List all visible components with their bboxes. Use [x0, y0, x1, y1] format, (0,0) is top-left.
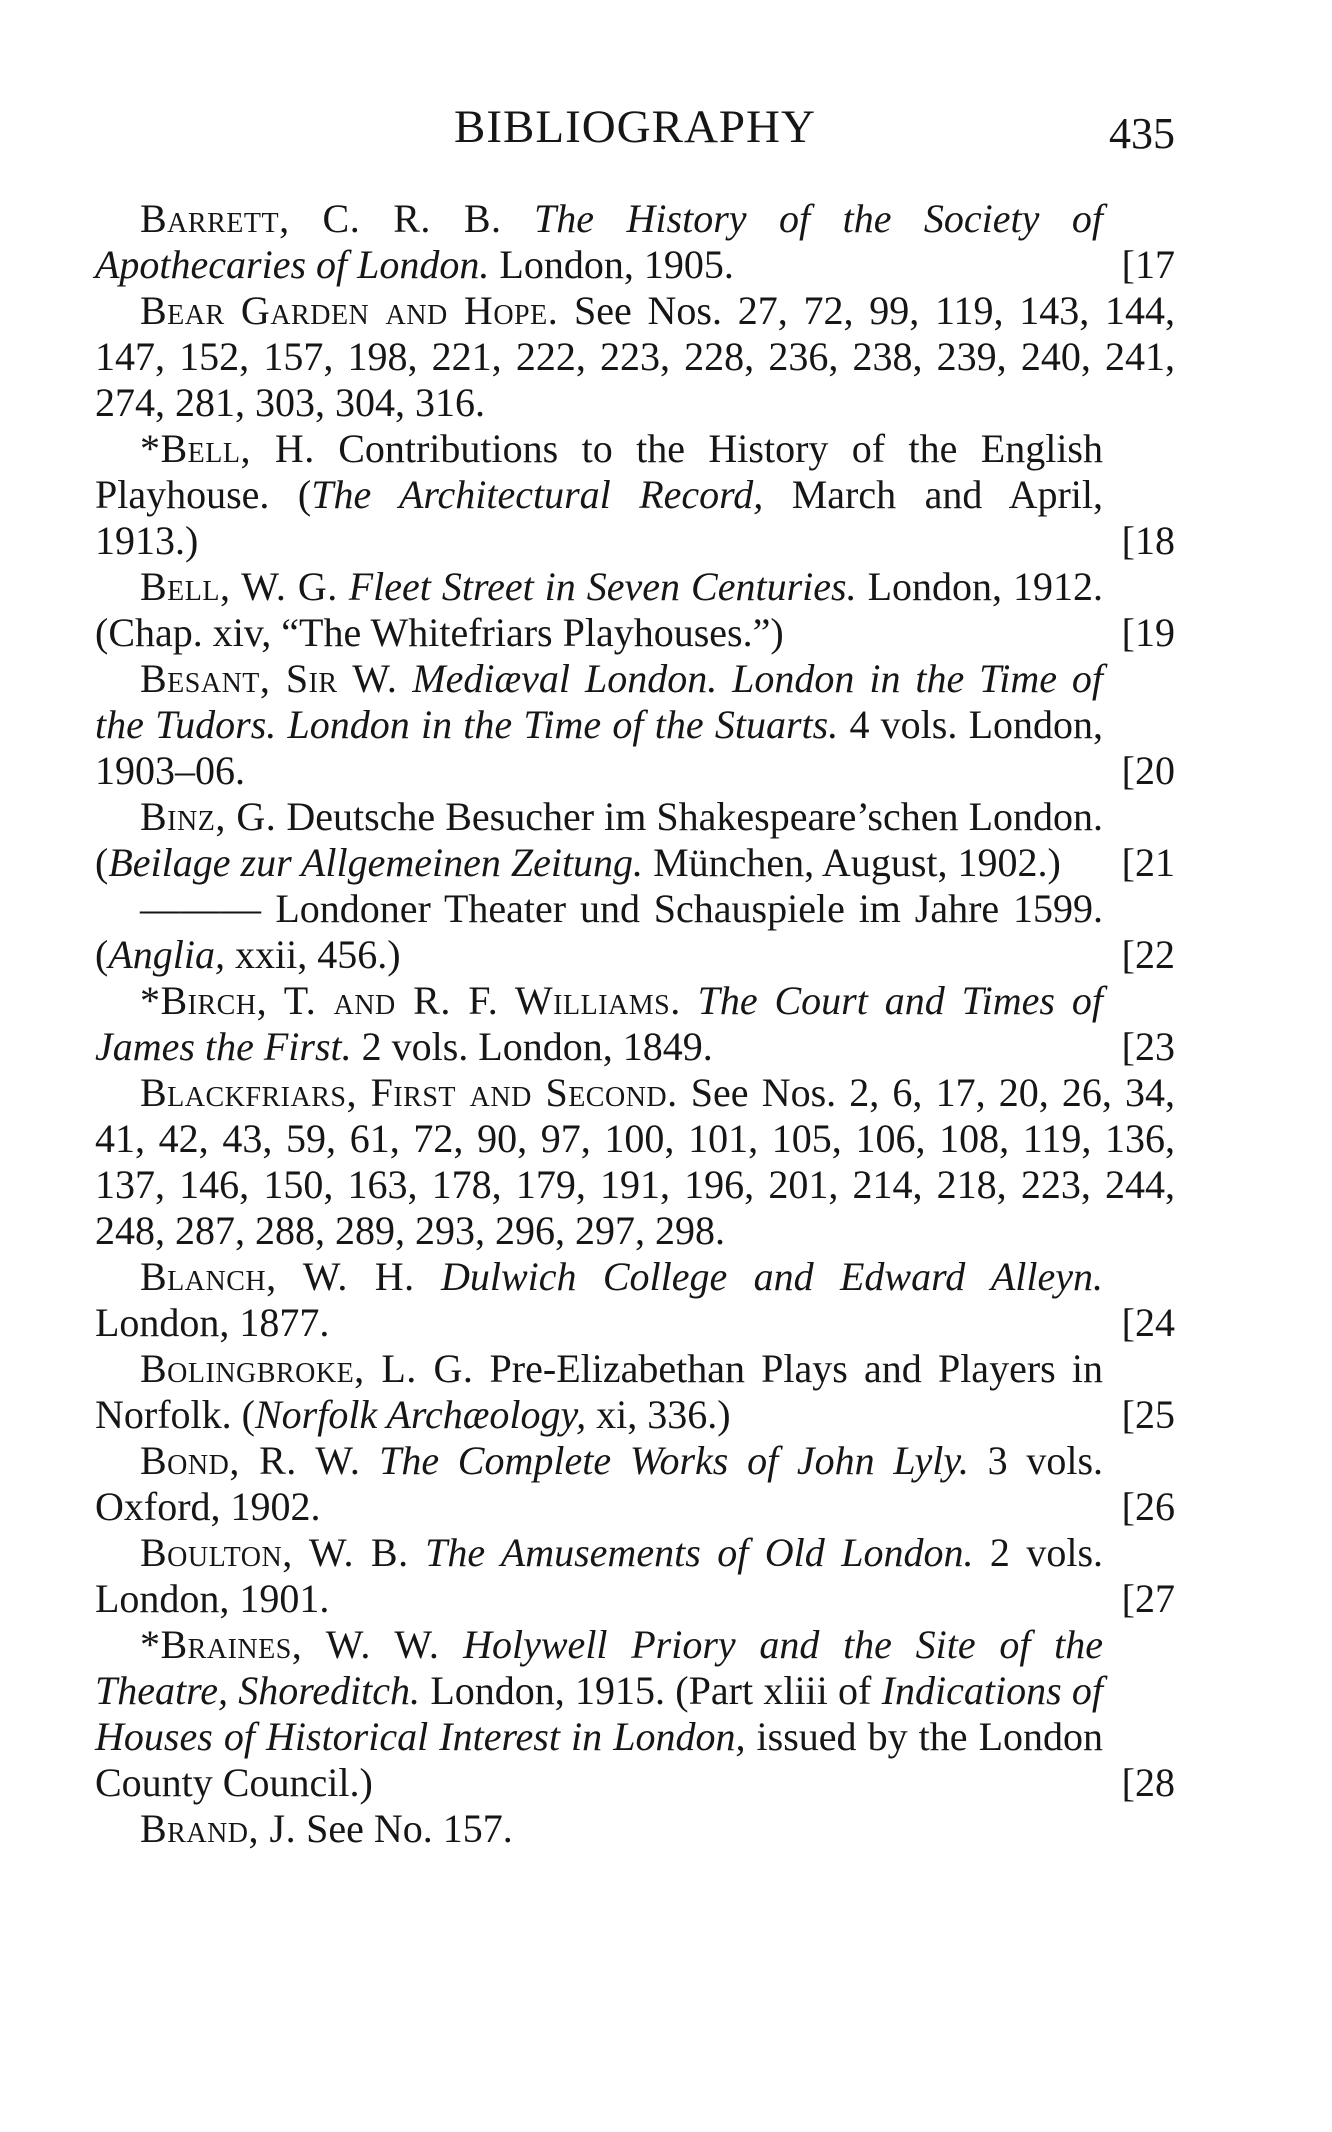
entry-details: 4 vols. London, 1903–06. — [95, 702, 1103, 793]
entry-text — [95, 1346, 1175, 1438]
entry-reference-number: [17 — [1121, 242, 1175, 287]
entry-author: ——— — [140, 886, 262, 931]
entry-author: Bell, W. G. — [140, 564, 338, 609]
entry-reference-number: [18 — [1121, 518, 1175, 563]
entry-source: Norfolk Archæology, — [254, 1392, 587, 1437]
entry-reference-number: [21 — [1121, 840, 1175, 885]
entry-open-paren: ( — [241, 1392, 255, 1437]
bibliography-entry — [95, 288, 1175, 426]
entry-text — [95, 288, 1175, 426]
entry-details: London, 1905. — [499, 242, 734, 287]
entry-reference-number: [24 — [1121, 1300, 1175, 1345]
entry-reference-number: [20 — [1121, 748, 1175, 793]
entry-text — [95, 794, 1175, 886]
entry-title: Mediæval London. London in the Time of the Tudors. London in the Time of the Stuarts. — [95, 656, 1103, 747]
entry-author: Blackfriars, First and Second. — [140, 1070, 678, 1115]
entry-author: Binz, G. — [140, 794, 277, 839]
entry-details: London, 1877. — [95, 1300, 330, 1345]
entry-reference-number: [27 — [1121, 1576, 1175, 1621]
entry-open-paren: ( — [95, 840, 109, 885]
entry-details: Deutsche Besucher im Shakespeare’schen London. — [286, 794, 1103, 839]
entry-details: See Nos. 27, 72, 99, 119, 143, 144, 147, 152, 157, 198, 221, 222, 223, 228, 236, 238, 239, 240, 241, 274, 281, 303, 304, 316. — [95, 288, 1176, 425]
entry-author: Boulton, W. B. — [140, 1530, 409, 1575]
entry-author: Bolingbroke, L. G. — [140, 1346, 474, 1391]
entry-reference-number: [22 — [1121, 932, 1175, 977]
entry-text — [95, 1806, 1175, 1852]
entry-text — [95, 656, 1175, 794]
entry-text — [95, 564, 1175, 656]
entry-author: *Braines, W. W. — [140, 1622, 440, 1667]
entry-open-paren: ( — [95, 932, 109, 977]
entry-reference-number: [28 — [1121, 1760, 1175, 1805]
entry-author: Blanch, W. H. — [140, 1254, 415, 1299]
entry-details: London, 1912. (Chap. xiv, “The Whitefriars Playhouses.”) — [95, 564, 1104, 655]
bibliography-entry — [95, 656, 1175, 794]
entry-details: See Nos. 2, 6, 17, 20, 26, 34, 41, 42, 43, 59, 61, 72, 90, 97, 100, 101, 105, 106, 108, 119, 136, 137, 146, 150, 163, 178, 179, 191, 196, 201, 214, 218, 223, 244, 248, 287, 288, 289, 293, 296, 297, 298. — [95, 1070, 1175, 1253]
entry-reference-number: [25 — [1121, 1392, 1175, 1437]
entry-source: Indications of Houses of Historical Interest in London, — [95, 1668, 1104, 1759]
entry-text — [95, 1254, 1175, 1346]
entry-details: 2 vols. London, 1849. — [361, 1024, 713, 1069]
bibliography-entry — [95, 886, 1175, 978]
entry-source: The Architectural Record, — [311, 472, 764, 517]
entry-details: See No. 157. — [306, 1806, 513, 1851]
entry-details: Pre-Elizabethan Plays and Players in Norfolk. — [95, 1346, 1104, 1437]
entry-text — [95, 426, 1175, 564]
bibliography-entry — [95, 426, 1175, 564]
entry-title: Holywell Priory and the Site of the Theatre, Shoreditch. — [95, 1622, 1103, 1713]
entry-details-continued: xi, 336.) — [596, 1392, 731, 1437]
entry-reference-number: [19 — [1121, 610, 1175, 655]
entry-reference-number: [23 — [1121, 1024, 1175, 1069]
entry-author: Brand, J. — [140, 1806, 297, 1851]
entry-details-continued: xxii, 456.) — [235, 932, 401, 977]
entry-source: Anglia, — [108, 932, 225, 977]
bibliography-entry — [95, 1254, 1175, 1346]
page-title: BIBLIOGRAPHY — [454, 101, 816, 153]
entry-text — [95, 1438, 1175, 1530]
entry-title: The Complete Works of John Lyly. — [379, 1438, 969, 1483]
entry-text — [95, 1530, 1175, 1622]
entry-details: 3 vols. Oxford, 1902. — [95, 1438, 1104, 1529]
entry-title: The Amusements of Old London. — [425, 1530, 974, 1575]
bibliography-entry — [95, 1070, 1175, 1254]
entry-author: Barrett, C. R. B. — [140, 196, 502, 241]
entry-author: *Birch, T. and R. F. Williams. — [140, 978, 681, 1023]
entry-text — [95, 196, 1175, 288]
entry-author: Besant, Sir W. — [140, 656, 398, 701]
bibliography-entry — [95, 1346, 1175, 1438]
bibliography-entry — [95, 196, 1175, 288]
entry-open-paren: ( — [297, 472, 312, 517]
entry-author: Bear Garden and Hope. — [140, 288, 559, 333]
entry-text — [95, 1622, 1175, 1806]
entry-author: Bond, R. W. — [140, 1438, 361, 1483]
entry-details: Contributions to the History of the English Playhouse. — [95, 426, 1103, 517]
bibliography-entry — [95, 564, 1175, 656]
entry-details-continued: issued by the London County Council.) — [95, 1714, 1103, 1805]
entry-text — [95, 886, 1175, 978]
entry-text — [95, 1070, 1175, 1254]
bibliography-entry — [95, 794, 1175, 886]
entry-details: London, 1915. (Part xliii of — [430, 1668, 872, 1713]
entry-details: 2 vols. London, 1901. — [95, 1530, 1104, 1621]
bibliography-entry — [95, 1622, 1175, 1806]
bibliography-entry — [95, 1438, 1175, 1530]
entry-source: Beilage zur Allgemeinen Zeitung. — [108, 840, 644, 885]
bibliography-entry — [95, 1530, 1175, 1622]
entry-reference-number: [26 — [1121, 1484, 1175, 1529]
running-head — [95, 100, 1175, 160]
page-number: 435 — [1109, 109, 1175, 158]
entry-details-continued: München, August, 1902.) — [653, 840, 1061, 885]
entry-details: Londoner Theater und Schauspiele im Jahre 1599. — [275, 886, 1103, 931]
bibliography-list — [95, 196, 1175, 1852]
entry-author: *Bell, H. — [140, 426, 315, 471]
entry-title: Dulwich College and Edward Alleyn. — [440, 1254, 1103, 1299]
bibliography-entry — [95, 978, 1175, 1070]
entry-title: The History of the Society of Apothecaries of London. — [95, 196, 1104, 287]
entry-details-continued: March and April, 1913.) — [95, 472, 1104, 563]
entry-text — [95, 978, 1175, 1070]
entry-title: Fleet Street in Seven Centuries. — [348, 564, 857, 609]
bibliography-entry — [95, 1806, 1175, 1852]
entry-title: The Court and Times of James the First. — [95, 978, 1103, 1069]
